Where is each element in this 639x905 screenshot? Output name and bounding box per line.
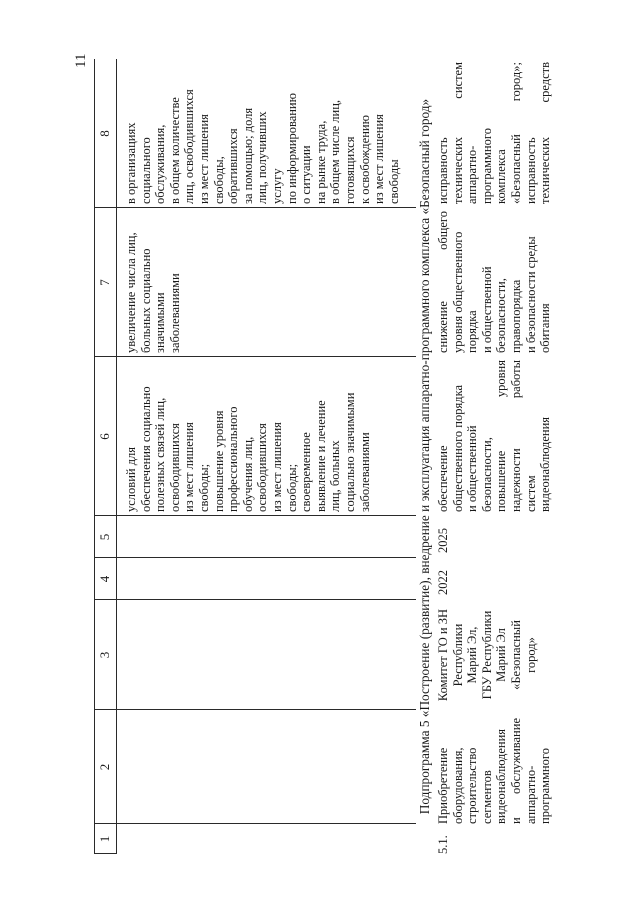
text-line: свободы: [386, 159, 401, 204]
col-border-5: [94, 515, 416, 516]
text-word: и: [508, 817, 523, 824]
text-line: из мест лишения: [196, 114, 211, 204]
text-line: освободившихся: [167, 423, 182, 512]
col-border-6: [94, 356, 416, 357]
text-word: средств: [538, 62, 553, 103]
text-line: к освобождению: [357, 115, 372, 204]
text-line: заболеваниями: [357, 432, 372, 512]
text-line: по информированию: [284, 93, 299, 204]
header-col-2: 2: [97, 763, 112, 771]
text-line: ГБУ Республики: [479, 610, 494, 700]
text-line: обратившихся: [226, 128, 241, 204]
text-line: [494, 360, 509, 512]
text-line: [436, 211, 451, 353]
text-line: из мест лишения: [182, 422, 197, 512]
row-5-1-col8: [436, 62, 553, 204]
text-line: порядка: [465, 310, 480, 353]
text-word: надежности: [508, 448, 523, 512]
text-line: оборудования,: [450, 747, 465, 824]
text-line: Марий Эл: [494, 628, 509, 682]
text-word: исправность: [436, 137, 450, 204]
text-line: из мест лишения: [372, 114, 387, 204]
text-line: программного: [479, 128, 494, 204]
text-line: свободы;: [196, 463, 211, 512]
text-line: выявление и лечение: [313, 400, 328, 512]
text-line: лиц, освободившихся: [182, 89, 197, 204]
row-5-1-end-year: 2025: [436, 528, 450, 553]
row-5-1-start-year: 2022: [436, 570, 450, 595]
text-line: и безопасности среды: [523, 236, 538, 353]
table-top-border: [94, 59, 95, 854]
text-line: социально значимыми: [342, 392, 357, 512]
continued-row-col7: [124, 232, 182, 353]
text-word: работы: [508, 360, 523, 399]
col-border-3: [94, 599, 416, 600]
text-word: город»;: [508, 62, 523, 102]
text-line: «Безопасный: [508, 620, 523, 690]
text-line: полезных связей лиц,: [153, 397, 168, 512]
text-line: сегментов: [479, 770, 494, 824]
text-line: значимыми: [153, 292, 168, 353]
text-word: повышение: [494, 450, 509, 512]
text-line: город»: [523, 637, 538, 673]
text-line: Приобретение: [436, 747, 450, 824]
text-line: [509, 360, 524, 512]
text-line: о ситуации: [299, 145, 314, 204]
text-line: в общем числе лиц,: [328, 99, 343, 204]
text-line: на рынке труда,: [313, 120, 328, 204]
text-line: в организациях: [124, 122, 138, 204]
text-line: обучения лиц,: [240, 436, 255, 512]
text-line: профессионального: [226, 406, 241, 512]
text-line: из мест лишения: [269, 422, 284, 512]
header-col-7: 7: [97, 279, 112, 286]
col-border-4: [94, 557, 416, 558]
text-line: аппаратно-: [523, 765, 538, 824]
text-word: снижение: [436, 301, 450, 353]
row-5-1-col3: [436, 600, 538, 710]
continued-row-col6: [124, 386, 372, 512]
text-word: уровня: [494, 360, 509, 398]
text-word: общего: [436, 211, 450, 250]
rotated-table-sheet: [94, 59, 574, 854]
header-col-4: 4: [97, 575, 112, 583]
header-bottom-border: [116, 59, 117, 854]
row-5-1-number: 5.1.: [436, 835, 450, 854]
text-line: лиц, больных: [328, 440, 343, 512]
text-word: «Безопасный: [508, 134, 523, 204]
text-word: технических: [538, 136, 553, 204]
text-line: лиц, получивших: [255, 111, 270, 204]
header-col-5: 5: [97, 533, 112, 541]
header-col-6: 6: [97, 433, 112, 440]
text-line: обеспечения социально: [138, 386, 153, 512]
text-line: и общественной: [479, 266, 494, 353]
page-number: 11: [73, 53, 89, 68]
text-line: Комитет ГО и ЗН: [436, 608, 450, 702]
header-col-3: 3: [97, 651, 112, 659]
header-col-8: 8: [97, 130, 112, 137]
text-line: больных социально: [138, 248, 153, 353]
text-line: [436, 360, 451, 512]
text-line: [436, 62, 451, 204]
text-line: общественного порядка: [450, 384, 465, 512]
header-col-1: 1: [97, 835, 112, 843]
text-line: программного: [538, 748, 553, 824]
text-line: видеонаблюдения: [494, 728, 509, 824]
continued-row-col8: [124, 89, 401, 204]
text-word: технических: [450, 136, 465, 204]
row-5-1-col2: [436, 718, 553, 824]
col-border-2: [94, 709, 416, 710]
text-line: систем: [523, 475, 538, 512]
text-line: социального: [138, 137, 153, 204]
text-line: условий для: [124, 446, 138, 512]
text-line: строительство: [465, 747, 480, 824]
text-line: безопасности,: [494, 278, 509, 353]
text-line: свободы,: [211, 156, 226, 204]
text-line: и общественной: [465, 425, 480, 512]
text-line: исправность: [523, 137, 538, 204]
text-line: готовящихся: [342, 136, 357, 204]
col-border-1: [94, 823, 416, 824]
text-line: за помощью; доля: [240, 107, 255, 204]
row-5-1-col6: [436, 360, 553, 512]
text-line: свободы;: [284, 463, 299, 512]
text-word: обслуживание: [508, 718, 523, 795]
subprogram-title: Подпрограмма 5 «Построение (развитие), внедрение и эксплуатация аппаратно-программного комплекса «Безопасный город»: [417, 98, 432, 815]
text-line: видеонаблюдения: [538, 416, 553, 512]
row-5-1-col7: [436, 211, 553, 353]
text-line: обитания: [538, 303, 553, 353]
text-line: [509, 718, 524, 824]
text-word: систем: [450, 62, 465, 99]
text-line: в общем количестве: [167, 97, 182, 204]
text-line: безопасности,: [479, 437, 494, 512]
text-line: [538, 62, 553, 204]
text-line: увеличение числа лиц,: [124, 232, 138, 353]
text-line: аппаратно-: [465, 145, 480, 204]
text-line: своевременное: [299, 432, 314, 512]
text-line: обслуживания,: [153, 124, 168, 204]
text-line: освободившихся: [255, 423, 270, 512]
text-line: услугу: [269, 168, 284, 204]
text-line: Марий Эл,: [465, 626, 480, 684]
text-line: комплекса: [494, 149, 509, 204]
text-line: [451, 62, 466, 204]
text-word: обеспечение: [436, 445, 450, 512]
text-line: [509, 62, 524, 204]
text-line: повышение уровня: [211, 410, 226, 512]
text-line: заболеваниями: [167, 273, 182, 353]
text-line: Республики: [450, 623, 465, 687]
col-border-7: [94, 207, 416, 208]
text-line: уровня общественного: [450, 231, 465, 353]
text-line: правопорядка: [508, 279, 523, 353]
